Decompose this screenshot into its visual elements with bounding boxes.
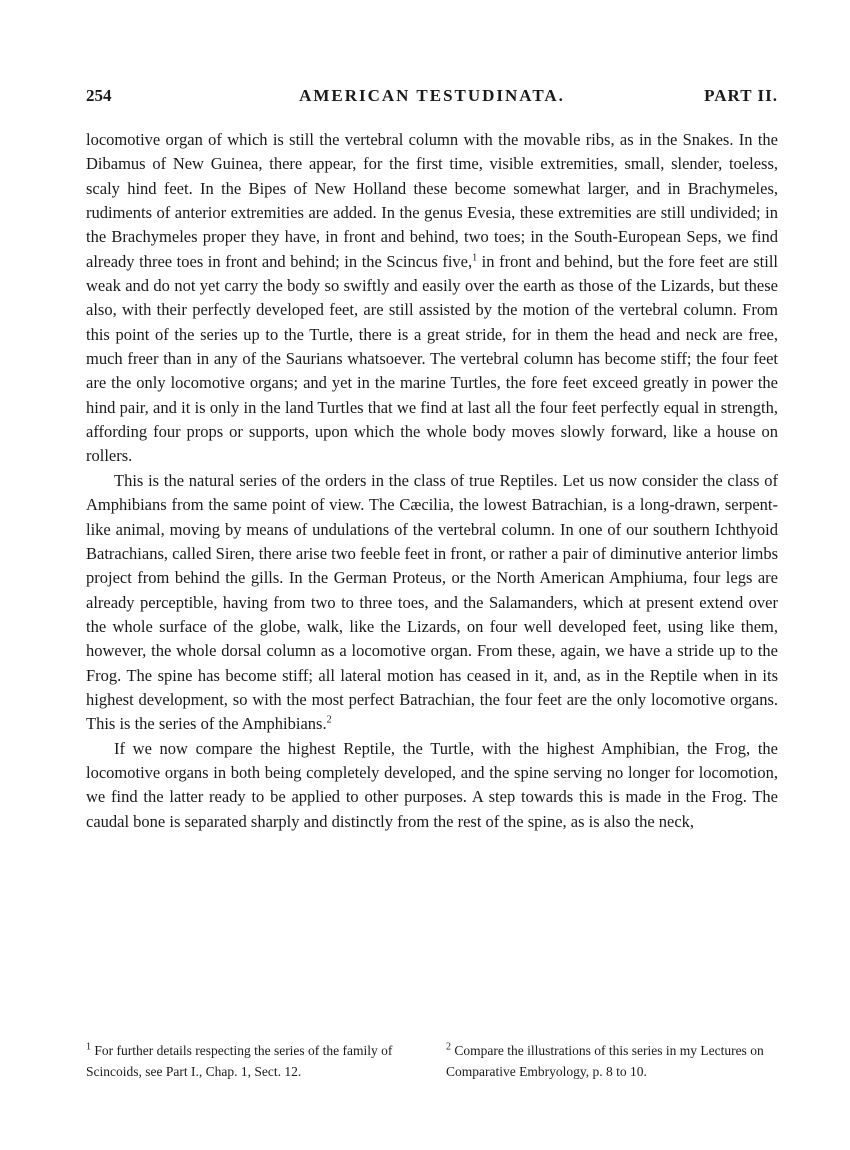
page-number: 254 bbox=[86, 86, 112, 105]
footnote-reference: 2 bbox=[326, 714, 332, 726]
footnote-reference: 1 bbox=[472, 252, 478, 264]
paragraph bbox=[86, 737, 778, 834]
footnote-mark: 2 bbox=[446, 1041, 451, 1053]
running-header bbox=[86, 86, 778, 116]
footnote-text: Compare the illustrations of this series in my Lectures on Comparative Embryology, p. 8 to 10. bbox=[446, 1043, 764, 1079]
paragraph-text: This is the natural series of the orders in the class of true Reptiles. Let us now consider the class of Amphibians from the same point of view. The Cæcilia, the lowest Batrachian, is a long-drawn, serpent-like animal, moving by means of undulations of the vertebral column. In one of our southern Ichthyoid Batrachians, called Siren, there arise two feeble feet in front, or rather a pair of diminutive anterior limbs project from behind the gills. In the German Proteus, or the North American Amphiuma, four legs are already perceptible, having from two to three toes, and the Salamanders, which at present extend over the whole surface of the globe, walk, like the Lizards, on four well developed feet, using like them, however, the whole dorsal column as a locomotive organ. From these, again, we have a stride up to the Frog. The spine has become stiff; all lateral motion has ceased in it, and, as in the Reptile when in its highest development, so with the most perfect Batrachian, the four feet are the only locomotive organs. This is the series of the Amphibians. bbox=[86, 470, 778, 734]
running-title: AMERICAN TESTUDINATA. bbox=[299, 86, 565, 105]
paragraph bbox=[86, 469, 778, 737]
footnote-1 bbox=[86, 1040, 426, 1082]
paragraph-text: If we now compare the highest Reptile, the Turtle, with the highest Amphibian, the Frog, the locomotive organs in both being completely developed, and the spine serving no longer for locomotion, we find the latter ready to be applied to other purposes. A step towards this is made in the Frog. The caudal bone is separated sharply and distinctly from the rest of the spine, as is also the neck, bbox=[86, 738, 778, 831]
footnote-text: For further details respecting the series of the family of Scincoids, see Part I., Chap. 1, Sect. 12. bbox=[86, 1043, 393, 1079]
paragraph-text: in front and behind, but the fore feet are still weak and do not yet carry the body so swiftly and easily over the earth as those of the Lizards, but these also, with their perfectly developed feet, are still assisted by the motion of the vertebral column. From this point of the series up to the Turtle, there is a great stride, for in them the head and neck are free, much freer than in any of the Saurians whatsoever. The vertebral column has become stiff; the four feet are the only locomotive organs; and yet in the marine Turtles, the fore feet exceed greatly in power the hind pair, and it is only in the land Turtles that we find at last all the four feet perfectly equal in strength, affording four props or supports, upon which the whole body moves slowly forward, like a house on rollers. bbox=[86, 251, 778, 466]
paragraph-text: locomotive organ of which is still the vertebral column with the movable ribs, as in the Snakes. In the Dibamus of New Guinea, there appear, for the first time, visible extremities, small, slender, toeless, scaly hind feet. In the Bipes of New Holland these become somewhat larger, and in Brachymeles, rudiments of anterior extremities are added. In the genus Evesia, these extremities are still undivided; in the Brachymeles proper they have, in front and behind, two toes; in the South-European Seps, we find already three toes in front and behind; in the Scincus five, bbox=[86, 130, 778, 271]
part-label: PART II. bbox=[704, 86, 778, 105]
body-text bbox=[86, 128, 778, 834]
footnote-mark: 1 bbox=[86, 1041, 91, 1053]
footnote-2 bbox=[446, 1040, 786, 1082]
paragraph bbox=[86, 128, 778, 469]
